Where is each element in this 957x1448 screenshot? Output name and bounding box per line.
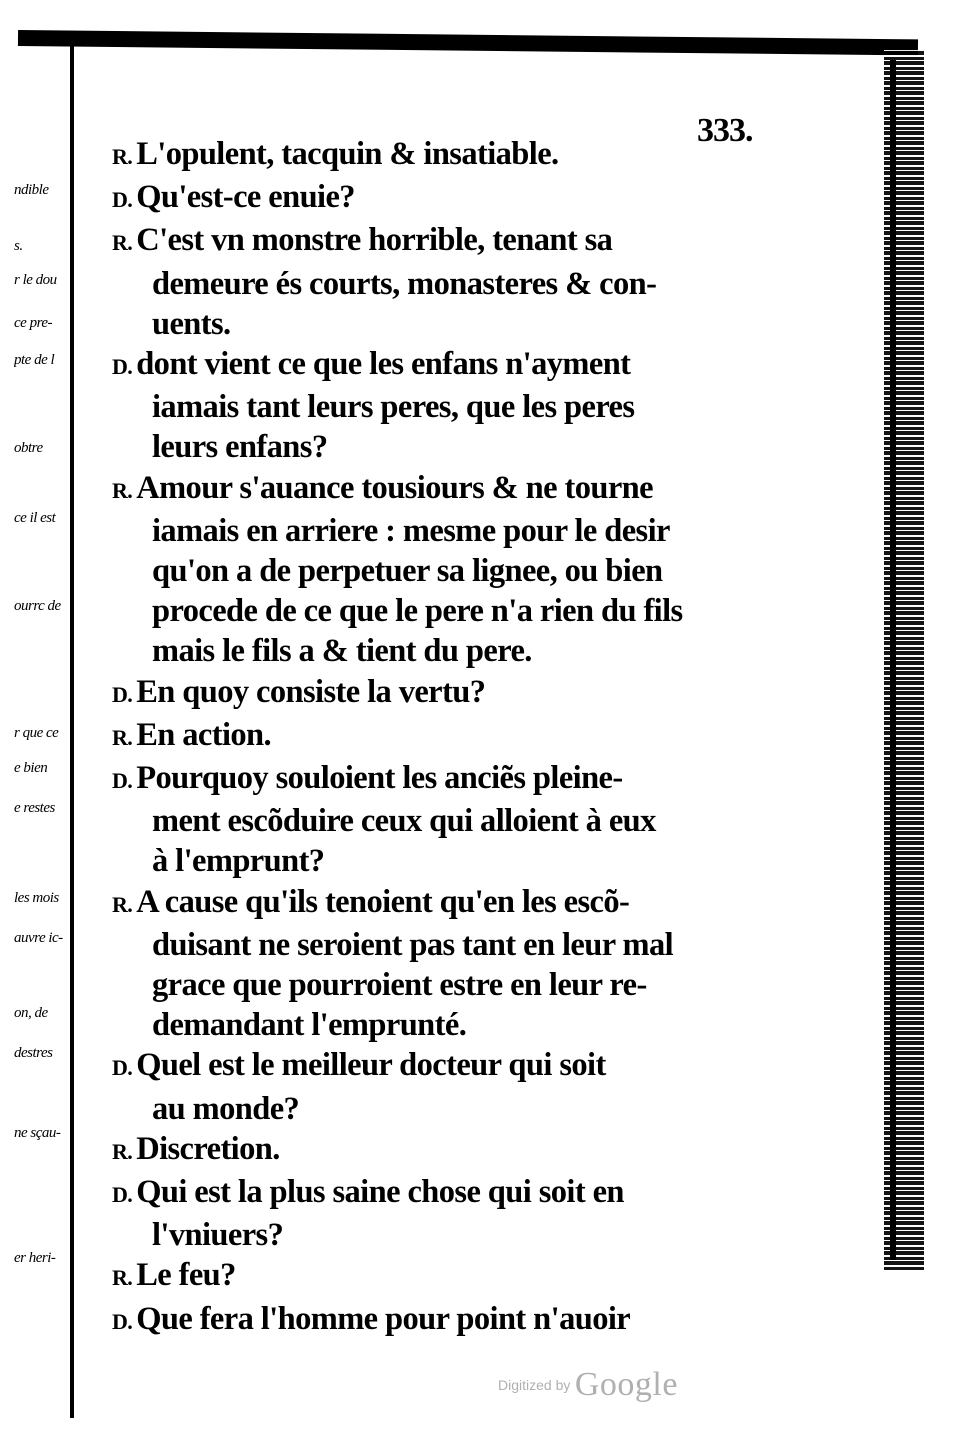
margin-fragment: e bien xyxy=(14,760,48,776)
text-line xyxy=(112,511,772,551)
margin-fragment: ourrc de xyxy=(14,598,61,614)
line-text: A cause qu'ils tenoient qu'en les escõ- xyxy=(136,883,630,920)
margin-fragment: r le dou xyxy=(14,272,57,288)
margin-fragment: ce il est xyxy=(14,510,56,526)
page-number: 333. xyxy=(697,112,753,149)
text-line xyxy=(112,965,772,1005)
google-logo: Google xyxy=(574,1366,678,1403)
text-line xyxy=(112,1215,772,1255)
text-line xyxy=(112,882,772,925)
speaker-marker: R. xyxy=(112,477,133,503)
text-line xyxy=(112,1005,772,1045)
margin-fragment: ndible xyxy=(14,182,49,198)
dialogue-entry xyxy=(112,1045,772,1128)
line-text: Qui est la plus saine chose qui soit en xyxy=(136,1174,624,1211)
dialogue-entry xyxy=(112,177,772,220)
line-text: iamais en arriere : mesme pour le desir xyxy=(152,512,670,549)
dialogue-entry xyxy=(112,672,772,715)
text-line xyxy=(112,925,772,965)
text-line xyxy=(112,1045,772,1088)
line-text: leurs enfans? xyxy=(152,429,328,466)
line-text: demandant l'emprunté. xyxy=(152,1007,467,1044)
text-line xyxy=(112,758,772,801)
line-text: procede de ce que le pere n'a rien du fils xyxy=(152,593,683,630)
line-text: l'vniuers? xyxy=(152,1217,284,1254)
speaker-marker: D. xyxy=(112,1055,133,1081)
speaker-marker: R. xyxy=(112,230,133,256)
line-text: uents. xyxy=(152,305,231,342)
text-line xyxy=(112,304,772,344)
margin-fragment: pte de l xyxy=(14,352,55,368)
margin-fragment: s. xyxy=(14,238,23,254)
margin-fragment: les mois xyxy=(14,890,59,906)
line-text: Quel est le meilleur docteur qui soit xyxy=(136,1047,606,1084)
text-line xyxy=(112,1172,772,1215)
dialogue-entry xyxy=(112,1172,772,1255)
margin-fragment: destres xyxy=(14,1045,53,1061)
dialogue-entry xyxy=(112,344,772,468)
margin-fragment: obtre xyxy=(14,440,43,456)
top-scan-border xyxy=(18,30,918,55)
speaker-marker: R. xyxy=(112,891,133,917)
text-line xyxy=(112,1089,772,1129)
watermark-prefix: Digitized by xyxy=(498,1377,571,1393)
line-text: L'opulent, tacquin & insatiable. xyxy=(136,136,559,172)
dialogue-entry xyxy=(112,1299,772,1342)
line-text: à l'emprunt? xyxy=(152,843,325,880)
speaker-marker: D. xyxy=(112,1308,133,1334)
digitized-watermark xyxy=(498,1366,678,1404)
speaker-marker: D. xyxy=(112,187,133,213)
text-line xyxy=(112,631,772,671)
line-text: En quoy consiste la vertu? xyxy=(136,673,486,710)
text-line xyxy=(112,387,772,427)
line-text: Que fera l'homme pour point n'auoir xyxy=(136,1300,631,1337)
line-text: Amour s'auance tousiours & ne tourne xyxy=(136,469,653,506)
dialogue-entry xyxy=(112,1129,772,1172)
line-text: dont vient ce que les enfans n'ayment xyxy=(136,346,631,383)
text-line xyxy=(112,1255,772,1298)
line-text: demeure és courts, monasteres & con- xyxy=(152,265,657,302)
dialogue-text xyxy=(112,134,772,1342)
text-line xyxy=(112,344,772,387)
margin-fragment: ne sçau- xyxy=(14,1125,61,1141)
text-line xyxy=(112,1129,772,1172)
text-line xyxy=(112,468,772,511)
line-text: iamais tant leurs peres, que les peres xyxy=(152,389,635,426)
margin-fragment: on, de xyxy=(14,1005,48,1021)
speaker-marker: D. xyxy=(112,354,133,380)
margin-fragment: er heri- xyxy=(14,1250,56,1266)
line-text: Le feu? xyxy=(136,1257,236,1294)
line-text: qu'on a de perpetuer sa lignee, ou bien xyxy=(152,553,663,590)
text-line xyxy=(112,551,772,591)
margin-fragment: ce pre- xyxy=(14,315,52,331)
margin-fragment: auvre ic- xyxy=(14,930,63,946)
speaker-marker: D. xyxy=(112,768,133,794)
speaker-marker: D. xyxy=(112,1182,133,1208)
dialogue-entry xyxy=(112,468,772,672)
speaker-marker: R. xyxy=(112,1265,133,1291)
line-text: grace que pourroient estre en leur re- xyxy=(152,967,647,1004)
text-line xyxy=(112,427,772,467)
speaker-marker: R. xyxy=(112,144,133,169)
dialogue-entry xyxy=(112,715,772,758)
line-text: au monde? xyxy=(152,1090,300,1127)
gutter-rule xyxy=(70,38,74,1418)
text-line xyxy=(112,715,772,758)
speaker-marker: D. xyxy=(112,681,133,707)
line-text: Pourquoy souloient les anciẽs pleine- xyxy=(136,760,623,797)
line-text: mais le fils a & tient du pere. xyxy=(152,633,532,670)
margin-fragment: r que ce xyxy=(14,725,59,741)
text-line xyxy=(112,841,772,881)
line-text: Qu'est-ce enuie? xyxy=(136,179,355,216)
line-text: Discretion. xyxy=(136,1130,280,1167)
dialogue-entry xyxy=(112,220,772,344)
dialogue-entry xyxy=(112,134,772,177)
line-text: En action. xyxy=(136,716,272,753)
text-line xyxy=(112,1299,772,1342)
speaker-marker: R. xyxy=(112,724,133,750)
dialogue-entry xyxy=(112,1255,772,1298)
text-line xyxy=(112,134,772,177)
text-line xyxy=(112,801,772,841)
text-line xyxy=(112,672,772,715)
dialogue-entry xyxy=(112,758,772,882)
text-line xyxy=(112,177,772,220)
margin-fragment: e restes xyxy=(14,800,55,816)
text-line xyxy=(112,220,772,263)
dialogue-entry xyxy=(112,882,772,1046)
right-page-edge-line xyxy=(890,60,896,1260)
line-text: ment escõduire ceux qui alloient à eux xyxy=(152,803,656,840)
text-line xyxy=(112,264,772,304)
speaker-marker: R. xyxy=(112,1138,133,1164)
line-text: duisant ne seroient pas tant en leur mal xyxy=(152,926,674,963)
text-line xyxy=(112,591,772,631)
line-text: C'est vn monstre horrible, tenant sa xyxy=(136,222,613,259)
